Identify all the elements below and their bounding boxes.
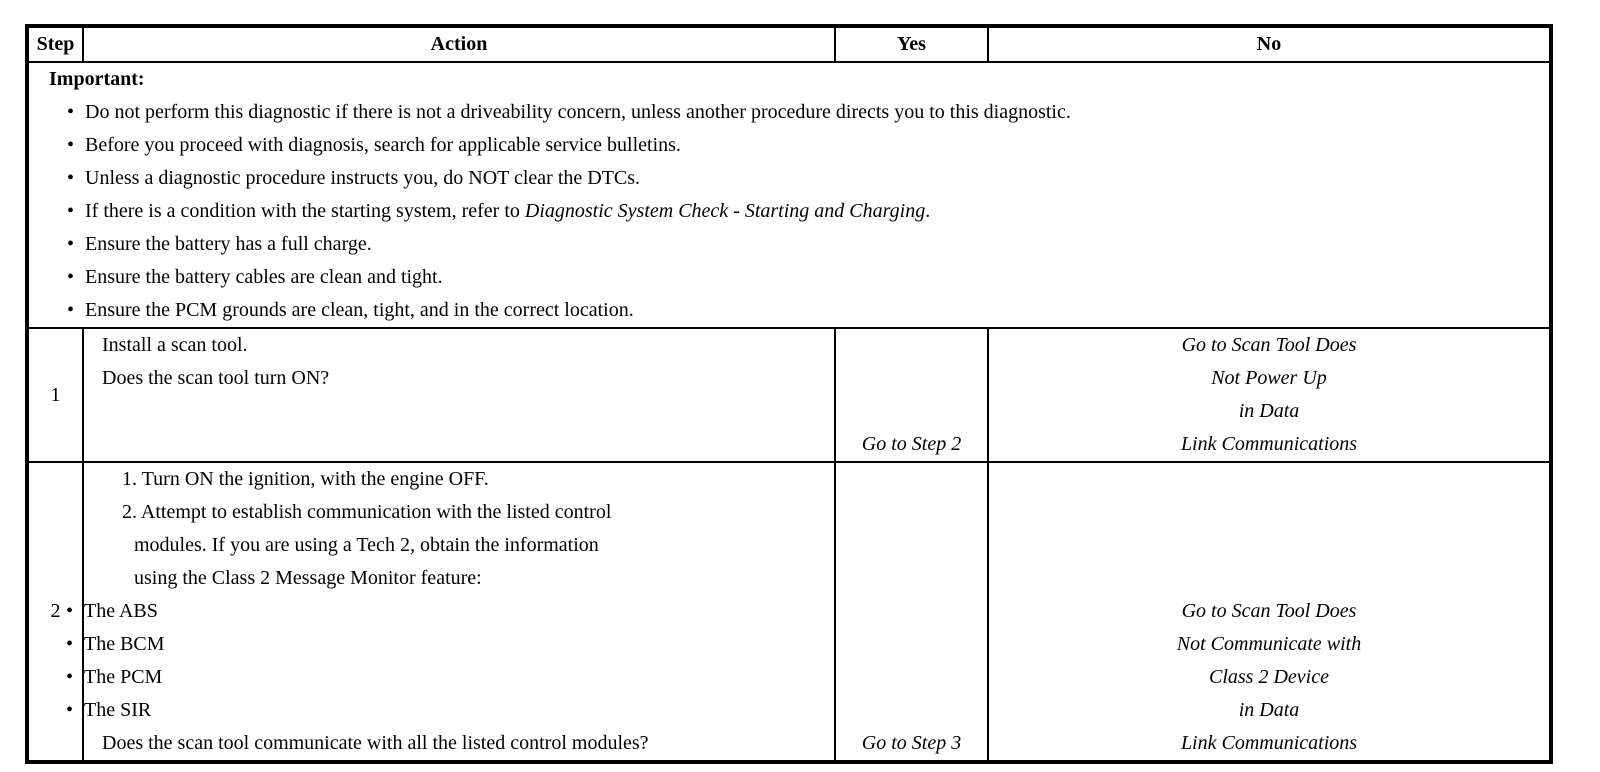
- important-row: [27, 62, 1551, 328]
- numbered-item-1: 1. Turn ON the ignition, with the engine OFF.: [122, 468, 489, 490]
- important-list: [29, 96, 1549, 327]
- important-bullet-1: • Do not perform this diagnostic if there is not a driveability concern, unless another procedure directs you to this diagnostic.: [85, 96, 1549, 129]
- step-row-1: [27, 328, 1551, 462]
- important-cell: [27, 62, 1551, 328]
- numbered-item-2-cont-1: modules. If you are using a Tech 2, obtain the information: [134, 534, 599, 556]
- no-scan-tool-communication-reference: [988, 462, 1551, 762]
- yes-go-to-step-3: Go to Step 3: [835, 462, 988, 762]
- module-sir: • The SIR: [84, 694, 834, 727]
- no-line-4: in Data: [1238, 699, 1300, 721]
- important-bullet-5: • Ensure the battery has a full charge.: [85, 228, 1549, 261]
- header-yes: Yes: [835, 26, 988, 62]
- action-line-1: Install a scan tool.: [102, 334, 248, 356]
- no-line-1: Go to Scan Tool Does: [1181, 334, 1357, 356]
- header-no: No: [988, 26, 1551, 62]
- important-bullet-3: • Unless a diagnostic procedure instructs you, do NOT clear the DTCs.: [85, 162, 1549, 195]
- step-number: 1: [27, 328, 83, 462]
- no-line-5: Link Communications: [1180, 732, 1358, 754]
- no-scan-tool-power-reference: [988, 328, 1551, 462]
- starting-charging-reference: Diagnostic System Check - Starting and Charging: [524, 200, 926, 222]
- important-bullet-4: [85, 195, 1549, 228]
- no-line-4: Link Communications: [1180, 433, 1358, 455]
- important-bullet-7: • Ensure the PCM grounds are clean, tight, and in the correct location.: [85, 294, 1549, 327]
- important-title: Important:: [49, 68, 145, 90]
- module-list: [84, 595, 834, 727]
- important-bullet-6: • Ensure the battery cables are clean and tight.: [85, 261, 1549, 294]
- important-bullet-2: • Before you proceed with diagnosis, search for applicable service bulletins.: [85, 129, 1549, 162]
- step-number: 2: [27, 462, 83, 762]
- no-line-2: Not Communicate with: [1176, 633, 1362, 655]
- bullet4-text: If there is a condition with the starting system, refer to: [85, 200, 525, 222]
- diagnostic-table: [25, 24, 1553, 764]
- no-line-1: Go to Scan Tool Does: [1181, 600, 1357, 622]
- no-line-3: Class 2 Device: [1209, 666, 1329, 688]
- no-line-2: Not Power Up: [1211, 367, 1327, 389]
- no-line-3: in Data: [1238, 400, 1300, 422]
- header-action: Action: [83, 26, 835, 62]
- module-bcm: • The BCM: [84, 628, 834, 661]
- bullet4-period: .: [925, 200, 931, 222]
- step-question: Does the scan tool communicate with all the listed control modules?: [102, 732, 649, 754]
- module-abs: • The ABS: [84, 595, 834, 628]
- numbered-item-2-cont-2: using the Class 2 Message Monitor feature:: [134, 567, 482, 589]
- action-line-2: Does the scan tool turn ON?: [102, 367, 330, 389]
- step-row-2: [27, 462, 1551, 762]
- yes-go-to-step-2: Go to Step 2: [835, 328, 988, 462]
- header-step: Step: [27, 26, 83, 62]
- numbered-item-2: 2. Attempt to establish communication with the listed control: [122, 501, 612, 523]
- step-action: [83, 462, 835, 762]
- step-action: [83, 328, 835, 462]
- header-row: [27, 26, 1551, 62]
- module-pcm: • The PCM: [84, 661, 834, 694]
